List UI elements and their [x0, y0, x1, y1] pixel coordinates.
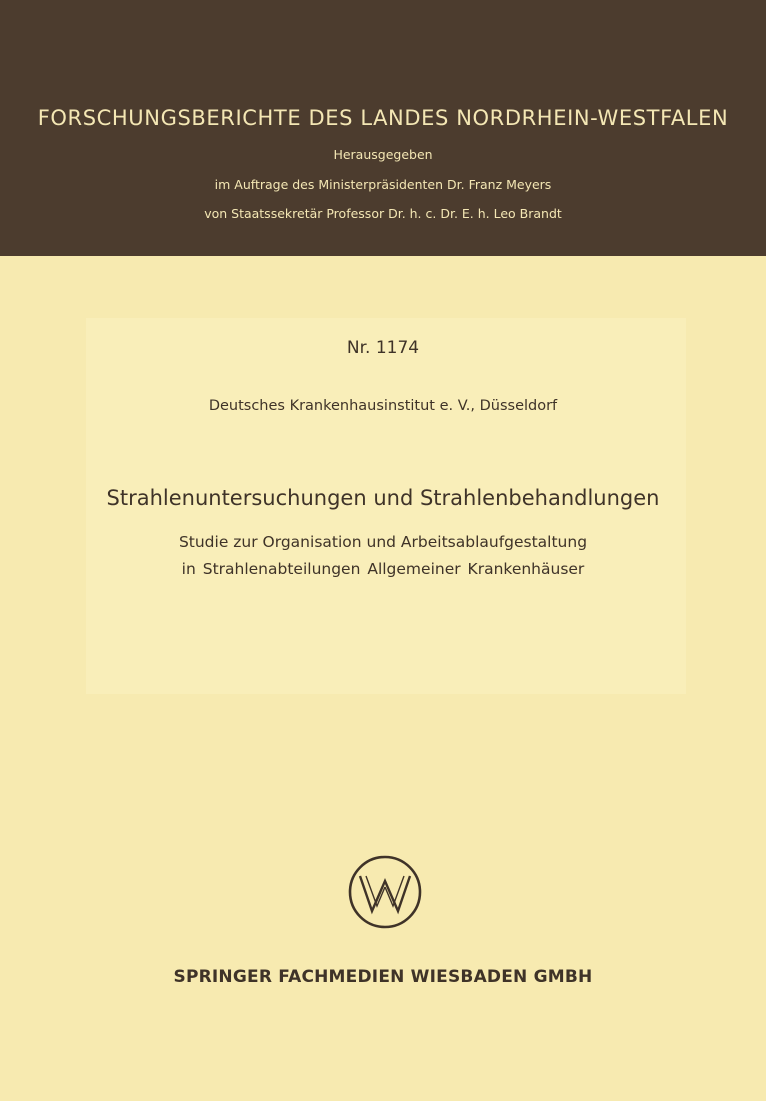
editor-line: im Auftrage des Ministerpräsidenten Dr. Franz Meyers — [214, 177, 552, 192]
editor-line: Herausgegeben — [333, 147, 433, 162]
subtitle-line: Studie zur Organisation und Arbeitsablaufgestaltung — [178, 533, 588, 551]
volume-number: Nr. 1174 — [346, 338, 420, 358]
publisher-name: SPRINGER FACHMEDIEN WIESBADEN GMBH — [173, 967, 593, 987]
subtitle-line: in Strahlenabteilungen Allgemeiner Krankenhäuser — [181, 560, 585, 578]
editor-line: von Staatssekretär Professor Dr. h. c. Dr. E. h. Leo Brandt — [204, 206, 562, 221]
westdeutscher-verlag-logo-icon — [346, 853, 424, 931]
series-title: FORSCHUNGSBERICHTE DES LANDES NORDRHEIN-WESTFALEN — [37, 106, 729, 130]
author-institute: Deutsches Krankenhausinstitut e. V., Düsseldorf — [208, 398, 558, 414]
book-title: Strahlenuntersuchungen und Strahlenbehandlungen — [106, 486, 660, 510]
series-header-band — [0, 0, 766, 256]
